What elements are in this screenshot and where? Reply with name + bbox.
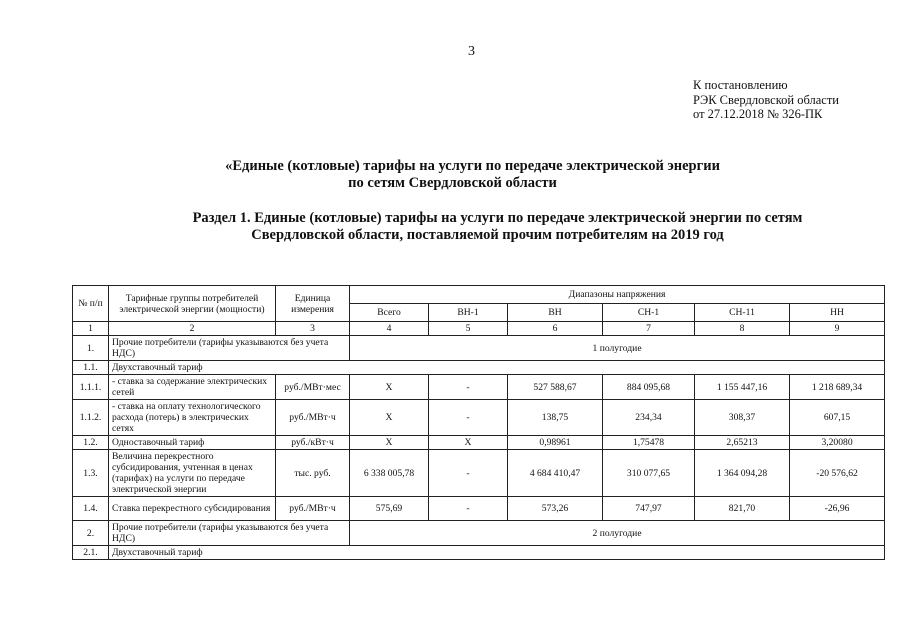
row-unit: руб./кВт·ч bbox=[276, 436, 350, 450]
header-total: Всего bbox=[350, 304, 429, 322]
value-total: X bbox=[350, 436, 429, 450]
value-total: X bbox=[350, 400, 429, 436]
table-row bbox=[73, 436, 885, 450]
row-name: - ставка за содержание электрических сетей bbox=[109, 375, 276, 400]
column-number: 1 bbox=[73, 322, 109, 336]
value-vn1: - bbox=[429, 497, 508, 521]
value-sn1: 310 077,65 bbox=[603, 450, 695, 497]
value-vn: 0,98961 bbox=[508, 436, 603, 450]
annex-line: К постановлению bbox=[693, 78, 788, 92]
row-unit: тыс. руб. bbox=[276, 450, 350, 497]
annex-reference bbox=[693, 78, 839, 122]
table-row bbox=[73, 497, 885, 521]
value-nn: 1 218 689,34 bbox=[790, 375, 885, 400]
header-sn1: СН-1 bbox=[603, 304, 695, 322]
column-number: 3 bbox=[276, 322, 350, 336]
period-label: 1 полугодие bbox=[350, 336, 885, 361]
header-group: Тарифные группы потребителей электрической энергии (мощности) bbox=[109, 286, 276, 322]
value-vn: 573,26 bbox=[508, 497, 603, 521]
annex-line: РЭК Свердловской области bbox=[693, 92, 839, 107]
table-row bbox=[73, 546, 885, 560]
row-name: - ставка на оплату технологического расхода (потерь) в электрических сетях bbox=[109, 400, 276, 436]
row-name: Прочие потребители (тарифы указываются без учета НДС) bbox=[109, 521, 350, 546]
column-number: 2 bbox=[109, 322, 276, 336]
row-unit: руб./МВт·мес bbox=[276, 375, 350, 400]
table-row bbox=[73, 375, 885, 400]
value-sn1: 1,75478 bbox=[603, 436, 695, 450]
row-number: 2.1. bbox=[73, 546, 109, 560]
row-name: Прочие потребители (тарифы указываются без учета НДС) bbox=[109, 336, 350, 361]
annex-line: от 27.12.2018 № 326-ПК bbox=[693, 107, 823, 121]
row-name: Одноставочный тариф bbox=[109, 436, 276, 450]
value-sn2: 2,65213 bbox=[695, 436, 790, 450]
row-number: 1.2. bbox=[73, 436, 109, 450]
value-vn1: - bbox=[429, 400, 508, 436]
row-number: 1.1.1. bbox=[73, 375, 109, 400]
column-number: 4 bbox=[350, 322, 429, 336]
title-line: по сетям Свердловской области bbox=[348, 175, 557, 191]
value-sn1: 747,97 bbox=[603, 497, 695, 521]
column-number: 5 bbox=[429, 322, 508, 336]
value-sn1: 234,34 bbox=[603, 400, 695, 436]
column-number: 6 bbox=[508, 322, 603, 336]
value-vn1: - bbox=[429, 375, 508, 400]
table-row bbox=[73, 521, 885, 546]
value-total: X bbox=[350, 375, 429, 400]
row-number: 1.1.2. bbox=[73, 400, 109, 436]
row-unit: руб./МВт·ч bbox=[276, 400, 350, 436]
table-row bbox=[73, 361, 885, 375]
document-title bbox=[0, 158, 905, 192]
value-nn: -26,96 bbox=[790, 497, 885, 521]
value-nn: 607,15 bbox=[790, 400, 885, 436]
title-line: «Единые (котловые) тарифы на услуги по передаче электрической энергии bbox=[225, 158, 720, 174]
row-number: 2. bbox=[73, 521, 109, 546]
row-name: Двухставочный тариф bbox=[109, 546, 885, 560]
value-total: 6 338 005,78 bbox=[350, 450, 429, 497]
column-number: 9 bbox=[790, 322, 885, 336]
row-name: Величина перекрестного субсидирования, учтенная в ценах (тарифах) на услуги по передаче электрической энергии bbox=[109, 450, 276, 497]
header-unit: Единица измерения bbox=[276, 286, 350, 322]
value-vn: 138,75 bbox=[508, 400, 603, 436]
table-row bbox=[73, 336, 885, 361]
row-number: 1.3. bbox=[73, 450, 109, 497]
value-nn: 3,20080 bbox=[790, 436, 885, 450]
row-unit: руб./МВт·ч bbox=[276, 497, 350, 521]
value-sn1: 884 095,68 bbox=[603, 375, 695, 400]
header-voltage-ranges: Диапазоны напряжения bbox=[350, 286, 885, 304]
section-line: Свердловской области, поставляемой прочим потребителям на 2019 год bbox=[251, 227, 724, 243]
header-sn2: СН-11 bbox=[695, 304, 790, 322]
header-vn: ВН bbox=[508, 304, 603, 322]
row-number: 1.1. bbox=[73, 361, 109, 375]
value-sn2: 1 155 447,16 bbox=[695, 375, 790, 400]
row-name: Ставка перекрестного субсидирования bbox=[109, 497, 276, 521]
value-sn2: 308,37 bbox=[695, 400, 790, 436]
table-row bbox=[73, 450, 885, 497]
value-sn2: 821,70 bbox=[695, 497, 790, 521]
period-label: 2 полугодие bbox=[350, 521, 885, 546]
row-name: Двухставочный тариф bbox=[109, 361, 885, 375]
row-number: 1.4. bbox=[73, 497, 109, 521]
table-row bbox=[73, 400, 885, 436]
header-row bbox=[73, 286, 885, 304]
header-vn1: ВН-1 bbox=[429, 304, 508, 322]
value-vn: 4 684 410,47 bbox=[508, 450, 603, 497]
value-vn: 527 588,67 bbox=[508, 375, 603, 400]
section-line: Раздел 1. Единые (котловые) тарифы на услуги по передаче электрической энергии по сетям bbox=[192, 210, 803, 226]
page-number: 3 bbox=[468, 44, 475, 59]
column-number-row bbox=[73, 322, 885, 336]
value-vn1: - bbox=[429, 450, 508, 497]
header-num: № п/п bbox=[73, 286, 109, 322]
value-nn: -20 576,62 bbox=[790, 450, 885, 497]
value-total: 575,69 bbox=[350, 497, 429, 521]
tariff-table bbox=[72, 285, 885, 560]
section-heading bbox=[0, 210, 905, 244]
header-nn: НН bbox=[790, 304, 885, 322]
column-number: 7 bbox=[603, 322, 695, 336]
column-number: 8 bbox=[695, 322, 790, 336]
value-sn2: 1 364 094,28 bbox=[695, 450, 790, 497]
value-vn1: X bbox=[429, 436, 508, 450]
row-number: 1. bbox=[73, 336, 109, 361]
